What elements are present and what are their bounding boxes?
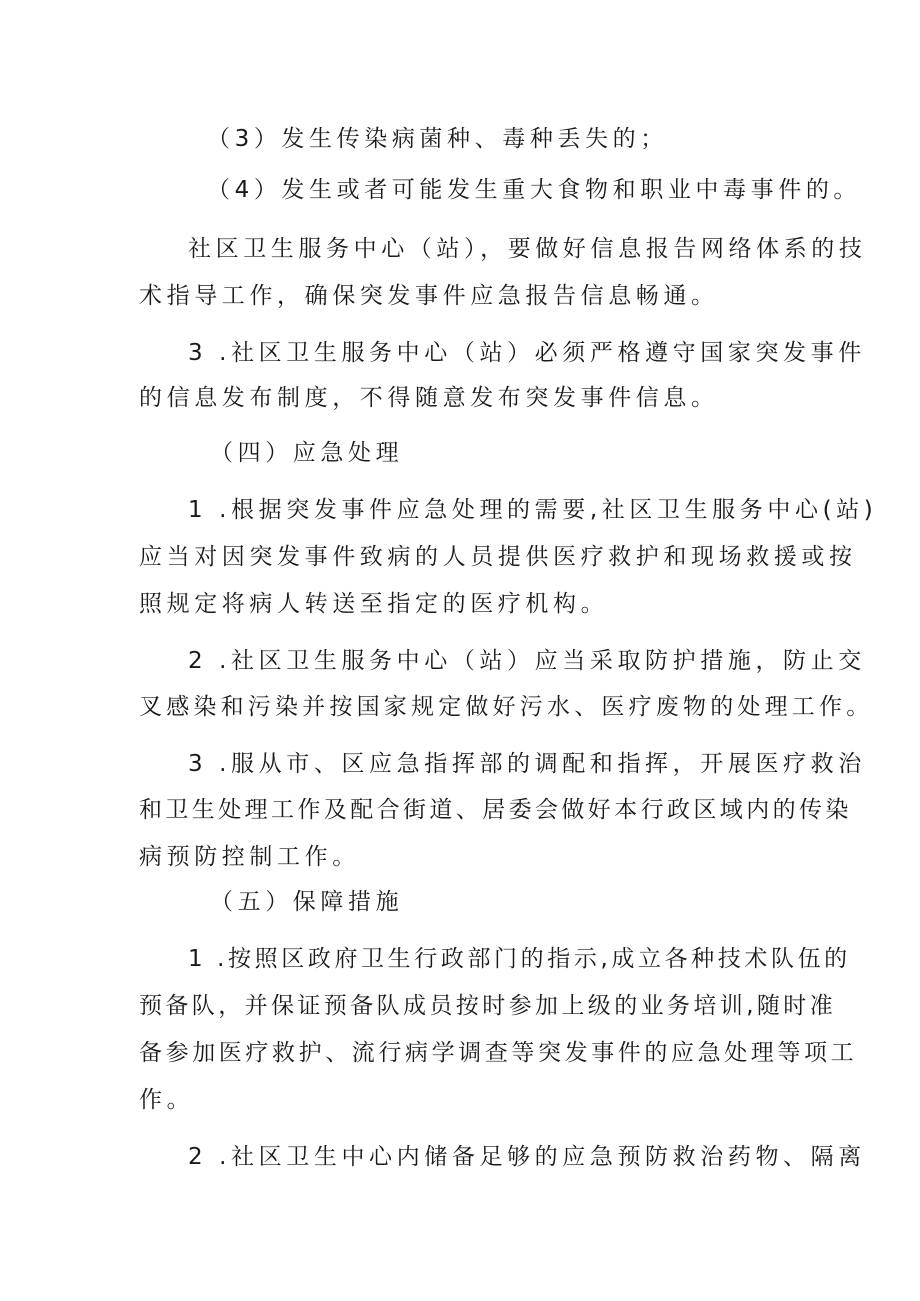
list-item-3: （3）发生传染病菌种、毒种丢失的； [207, 126, 668, 152]
paragraph-line: 照规定将病人转送至指定的医疗机构。 [139, 591, 609, 617]
paragraph-line: 社区卫生服务中心（站），要做好信息报告网络体系的技 [188, 236, 867, 262]
section-heading-emergency-handling: （四）应急处理 [210, 440, 404, 466]
paragraph-line: 术指导工作，确保突发事件应急报告信息畅通。 [139, 283, 719, 309]
paragraph-line: 和卫生处理工作及配合街道、居委会做好本行政区域内的传染 [139, 797, 852, 823]
paragraph-line: 叉感染和污染并按国家规定做好污水、医疗废物的处理工作。 [139, 694, 874, 720]
paragraph-line: 1 .按照区政府卫生行政部门的指示,成立各种技术队伍的 [188, 946, 851, 972]
paragraph-line: 的信息发布制度，不得随意发布突发事件信息。 [139, 385, 719, 411]
paragraph-line: 作。 [139, 1087, 195, 1113]
paragraph-line: 2 .社区卫生服务中心（站）应当采取防护措施，防止交 [188, 648, 866, 674]
paragraph-line: 病预防控制工作。 [139, 844, 360, 870]
paragraph-line: 应当对因突发事件致病的人员提供医疗救护和现场救援或按 [139, 544, 857, 570]
paragraph-line: 备参加医疗救护、流行病学调查等突发事件的应急处理等项工 [139, 1040, 858, 1066]
section-heading-safeguard-measures: （五）保障措施 [210, 889, 404, 915]
list-item-4: （4）发生或者可能发生重大食物和职业中毒事件的。 [207, 177, 862, 203]
paragraph-line: 2 .社区卫生中心内储备足够的应急预防救治药物、隔离 [188, 1144, 866, 1170]
paragraph-line: 1 .根据突发事件应急处理的需要,社区卫生服务中心(站) [188, 497, 878, 523]
paragraph-line: 3 .服从市、区应急指挥部的调配和指挥，开展医疗救治 [188, 751, 866, 777]
paragraph-line: 3 .社区卫生服务中心（站）必须严格遵守国家突发事件 [188, 340, 866, 366]
paragraph-line: 预备队，并保证预备队成员按时参加上级的业务培训,随时准 [139, 993, 837, 1019]
